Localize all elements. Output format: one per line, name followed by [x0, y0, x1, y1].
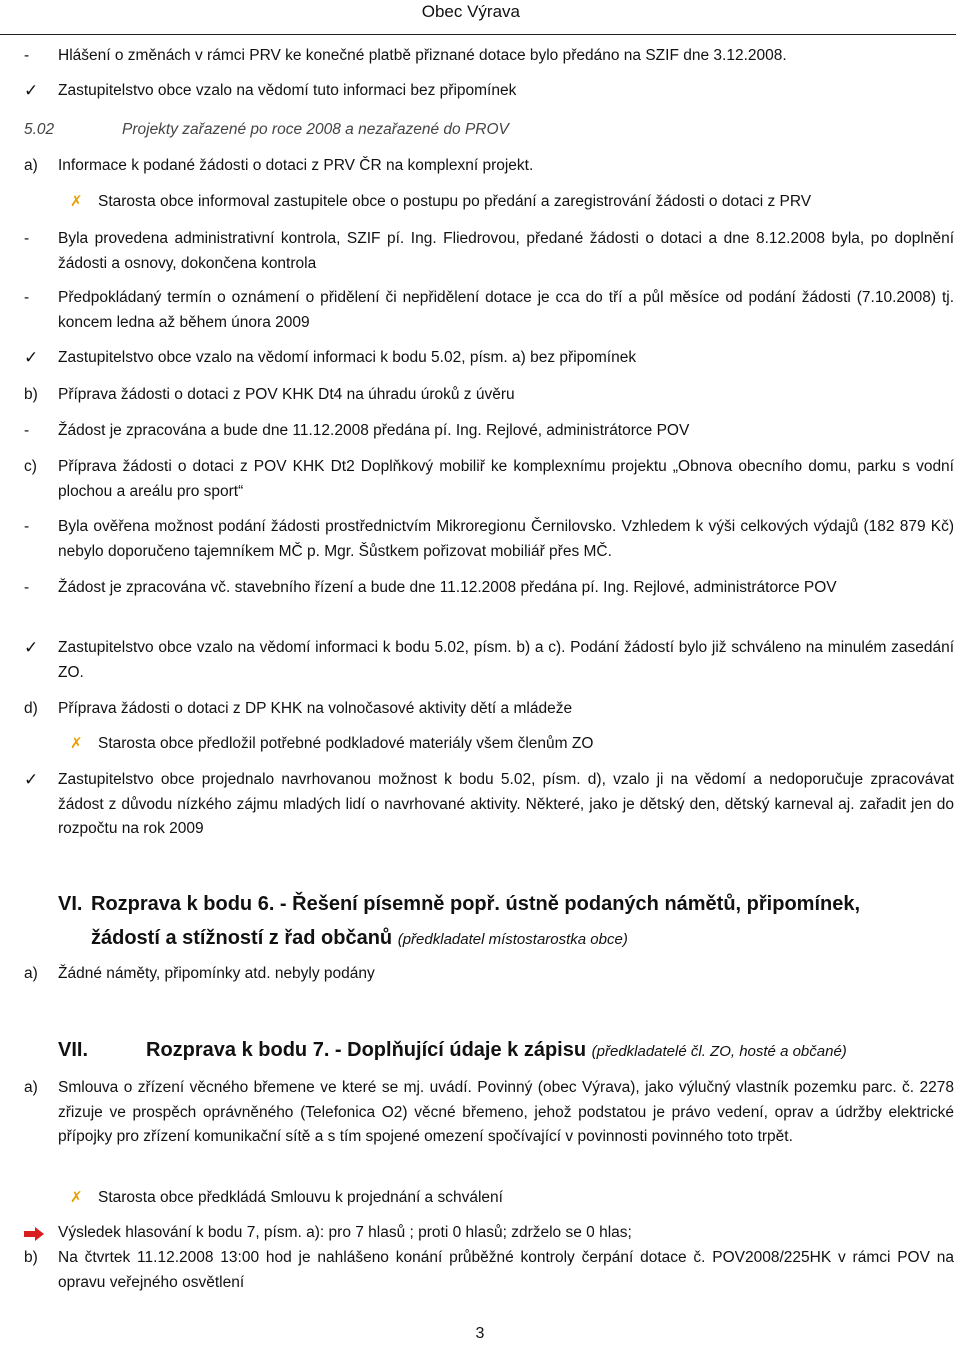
page-number: 3 [475, 1325, 485, 1342]
check-icon: ✓ [24, 770, 39, 789]
section-6-title: Rozprava k bodu 6. - Řešení písemně popř. ústně podaných námětů, připomínek, [91, 893, 861, 915]
section-7-note: (předkladatelé čl. ZO, hosté a občané) [591, 1043, 847, 1060]
section-7-number: VII. [58, 1039, 89, 1061]
check-icon: ✓ [24, 638, 39, 657]
arrow-right-icon [24, 1227, 44, 1241]
check-icon: ✓ [24, 81, 39, 100]
check-icon: ✓ [24, 348, 39, 367]
section-6-title-line2: žádostí a stížností z řad občanů (předkladatel místostarostka obce) [91, 927, 628, 949]
cross-icon: ✗ [70, 193, 83, 210]
page-header [0, 0, 956, 35]
section-6-note: (předkladatel místostarostka obce) [397, 931, 628, 948]
header-title: Obec Výrava [421, 2, 520, 21]
cross-icon: ✗ [70, 735, 83, 752]
section-6-number: VI. [58, 893, 83, 915]
cross-icon: ✗ [70, 1189, 83, 1206]
section-7-title: Rozprava k bodu 7. - Doplňující údaje k zápisu (předkladatelé čl. ZO, hosté a občané) [146, 1039, 847, 1061]
